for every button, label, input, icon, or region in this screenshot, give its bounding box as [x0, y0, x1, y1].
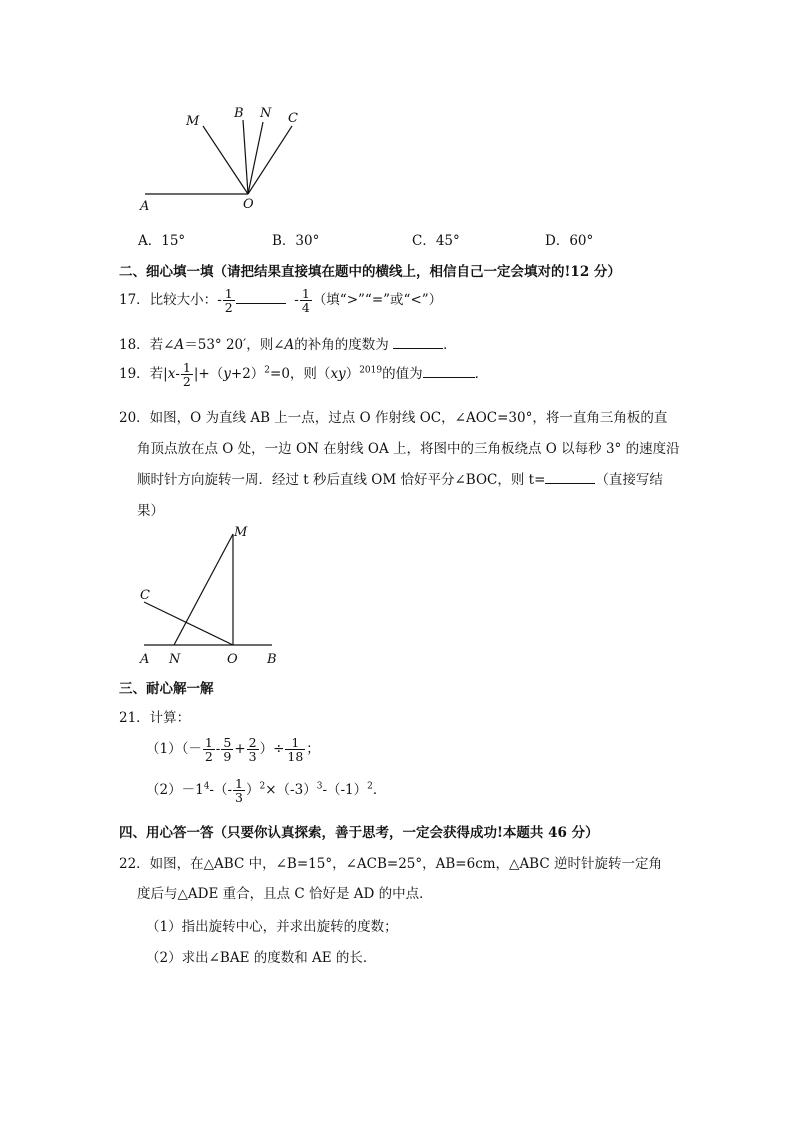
- q17-fraction-1: $\frac{1}{2}$: [224, 286, 233, 315]
- q20-answer-blank[interactable]: [545, 471, 595, 484]
- label-O: O: [243, 197, 254, 212]
- q17-neg: -: [217, 292, 222, 308]
- q17-fraction-2: $\frac{1}{4}$: [301, 286, 310, 315]
- label-B: B: [234, 106, 244, 121]
- label-M: M: [234, 525, 248, 540]
- q16-option-d: D．60°: [545, 233, 594, 249]
- ray-OB: [243, 120, 248, 194]
- label-N: N: [169, 652, 181, 667]
- q22-sub-2: （2）求出∠BAE 的度数和 AE 的长．: [146, 950, 377, 966]
- q16-option-a: A．15°: [138, 233, 186, 249]
- question-19: 19．若|x- $\frac{1}{2}$ $|+(y+2)^2=0$，则（xy）$^{2019}$的值为 ．: [119, 360, 489, 389]
- section-2-title: 二、细心填一填（请把结果直接填在题中的横线上，相信自己一定会填对的!12 分）: [119, 264, 621, 280]
- section-3-title: 三、耐心解一解: [119, 681, 214, 697]
- q19-answer-blank[interactable]: [423, 365, 475, 378]
- q16-option-b: B．30°: [272, 233, 320, 249]
- label-A: A: [140, 652, 150, 667]
- q20-line-1: 20．如图，O 为直线 AB 上一点，过点 O 作射线 OC，∠AOC=30°，将一直角三角板的直: [119, 410, 668, 426]
- q22-sub-1: （1）指出旋转中心，并求出旋转的度数；: [146, 919, 398, 935]
- q22-line-2: 度后与△ADE 重合，且点 C 恰好是 AD 的中点．: [137, 886, 433, 902]
- label-A: A: [140, 199, 150, 214]
- figure-triangle-q20: [130, 520, 290, 670]
- q17-prefix: 17．比较大小：: [119, 292, 218, 308]
- ray-OC: [144, 602, 233, 645]
- label-C: C: [140, 588, 150, 603]
- figure-angles-q16: [130, 100, 320, 220]
- label-N: N: [260, 106, 272, 121]
- q16-option-c: C．45°: [412, 233, 460, 249]
- label-B: B: [267, 652, 277, 667]
- segment-NM: [174, 534, 233, 645]
- q20-line-2: 角顶点放在点 O 处，一边 ON 在射线 OA 上，将图中的三角板绕点 O 以每秒 3° 的速度沿: [137, 441, 680, 457]
- q19-fraction: $\frac{1}{2}$: [182, 360, 191, 389]
- label-M: M: [186, 114, 200, 129]
- q20-line-3: 顺时针方向旋转一周．经过 t 秒后直线 OM 恰好平分∠BOC，则 t= （直接写结: [137, 472, 663, 488]
- q21-title: 21．计算：: [119, 710, 191, 726]
- q17-suffix: （填“>”“=”或“<”）: [312, 292, 443, 308]
- q17-answer-blank[interactable]: [236, 291, 286, 304]
- q18-answer-blank[interactable]: [393, 336, 443, 349]
- question-17: 17．比较大小：- $\frac{1}{2}$ - $\frac{1}{4}$ （填“>”“=”或“<”）: [119, 286, 443, 315]
- q20-line-4: 果）: [137, 503, 164, 519]
- question-18: 18．若∠A＝53° 20′，则∠A的补角的度数为 ．: [119, 337, 457, 353]
- label-C: C: [288, 111, 298, 126]
- q21-part-1: （1）（－ $\frac{1}{2}$ - $\frac{5}{9}$ + $\frac{2}{3}$ ）÷ $\frac{1}{18}$ ；: [146, 735, 320, 764]
- q22-line-1: 22．如图，在△ABC 中，∠B=15°，∠ACB=25°，AB=6cm，△ABC 逆时针旋转一定角: [119, 856, 662, 872]
- ray-OM: [203, 126, 248, 194]
- q21-part-2: $(2)-1^4-(-$ $\frac{1}{3}$ ）$^2\times(-3)^3-(-1)^2$．: [146, 776, 387, 805]
- section-4-title: 四、用心答一答（只要你认真探索，善于思考，一定会获得成功!本题共 46 分）: [119, 825, 599, 841]
- label-O: O: [227, 652, 238, 667]
